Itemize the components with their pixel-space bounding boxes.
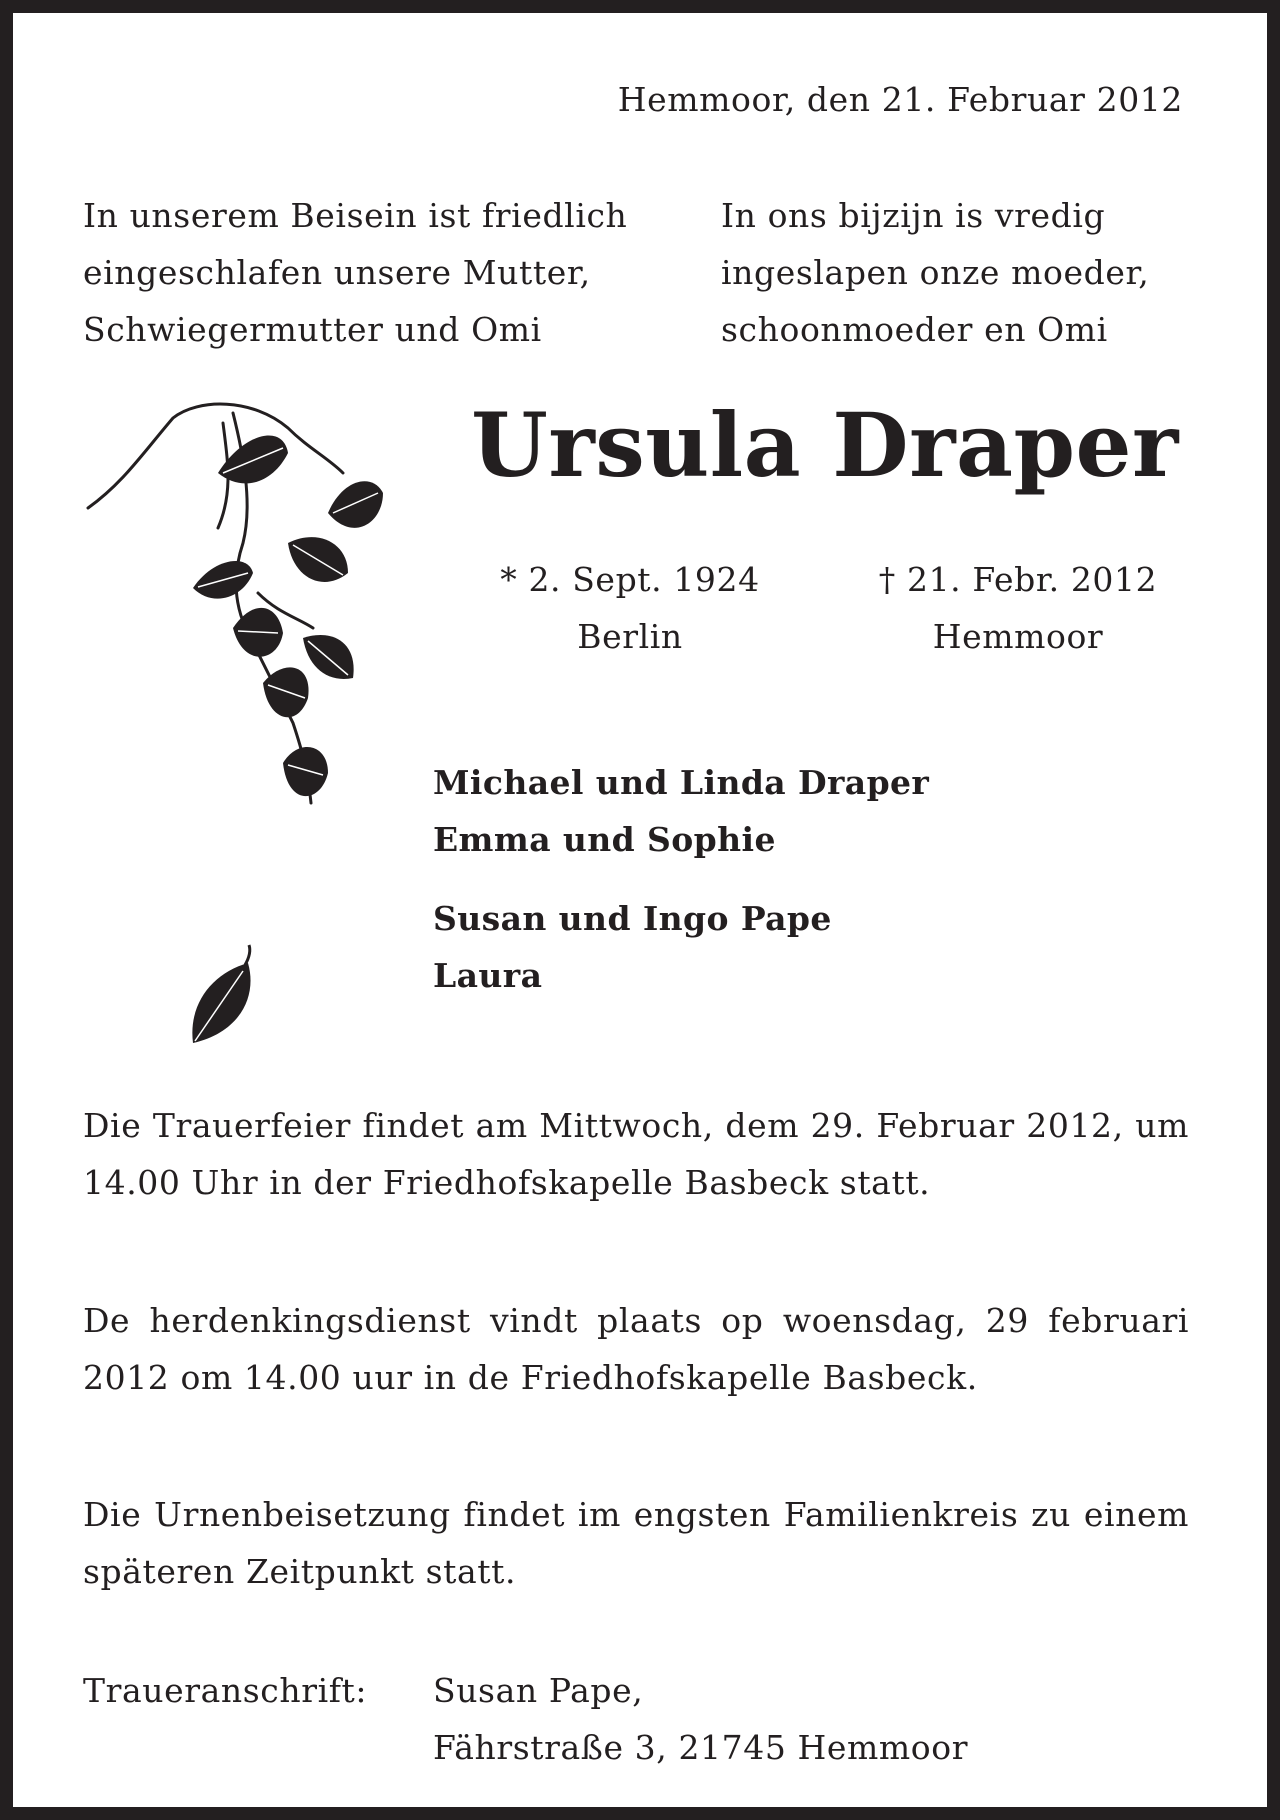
family-line: Emma und Sophie (433, 820, 776, 859)
intro-line: eingeschlafen unsere Mutter, (83, 253, 591, 292)
intro-dutch (721, 187, 1149, 358)
intro-line: schoonmoeder en Omi (721, 310, 1108, 349)
death-date: † 21. Febr. 2012 (878, 560, 1158, 599)
intro-line: In ons bijzijn is vredig (721, 196, 1106, 235)
family-line: Susan und Ingo Pape (433, 899, 832, 938)
mourning-address (433, 1662, 968, 1776)
urn-burial-info: Die Urnenbeisetzung findet im engsten Familienkreis zu einem späteren Zeitpunkt statt. (83, 1495, 1189, 1591)
family-group (433, 754, 929, 868)
birth-info (465, 551, 795, 665)
birth-place: Berlin (577, 617, 683, 656)
birth-date: * 2. Sept. 1924 (500, 560, 760, 599)
falling-leaf-icon (183, 943, 263, 1053)
leafy-branch-icon (83, 393, 403, 833)
address-line: Fährstraße 3, 21745 Hemmoor (433, 1728, 969, 1767)
death-info (853, 551, 1183, 665)
service-info-dutch: De herdenkingsdienst vindt plaats op woensdag, 29 februari 2012 om 14.00 uur in de Friedhofskapelle Basbeck. (83, 1301, 1189, 1397)
address-label: Traueranschrift: (83, 1671, 368, 1710)
address-line: Susan Pape, (433, 1671, 644, 1710)
family-line: Michael und Linda Draper (433, 763, 930, 802)
service-info-german: Die Trauerfeier findet am Mittwoch, dem 29. Februar 2012, um 14.00 Uhr in der Friedhofskapelle Basbeck statt. (83, 1106, 1189, 1202)
family-line: Laura (433, 956, 543, 995)
intro-line: In unserem Beisein ist friedlich (83, 196, 628, 235)
intro-line: Schwiegermutter und Omi (83, 310, 542, 349)
intro-german (83, 187, 627, 358)
place-date: Hemmoor, den 21. Februar 2012 (617, 80, 1183, 119)
family-group (433, 890, 832, 1004)
deceased-name: Ursula Draper (471, 393, 1179, 497)
intro-line: ingeslapen onze moeder, (721, 253, 1150, 292)
death-place: Hemmoor (932, 617, 1104, 656)
